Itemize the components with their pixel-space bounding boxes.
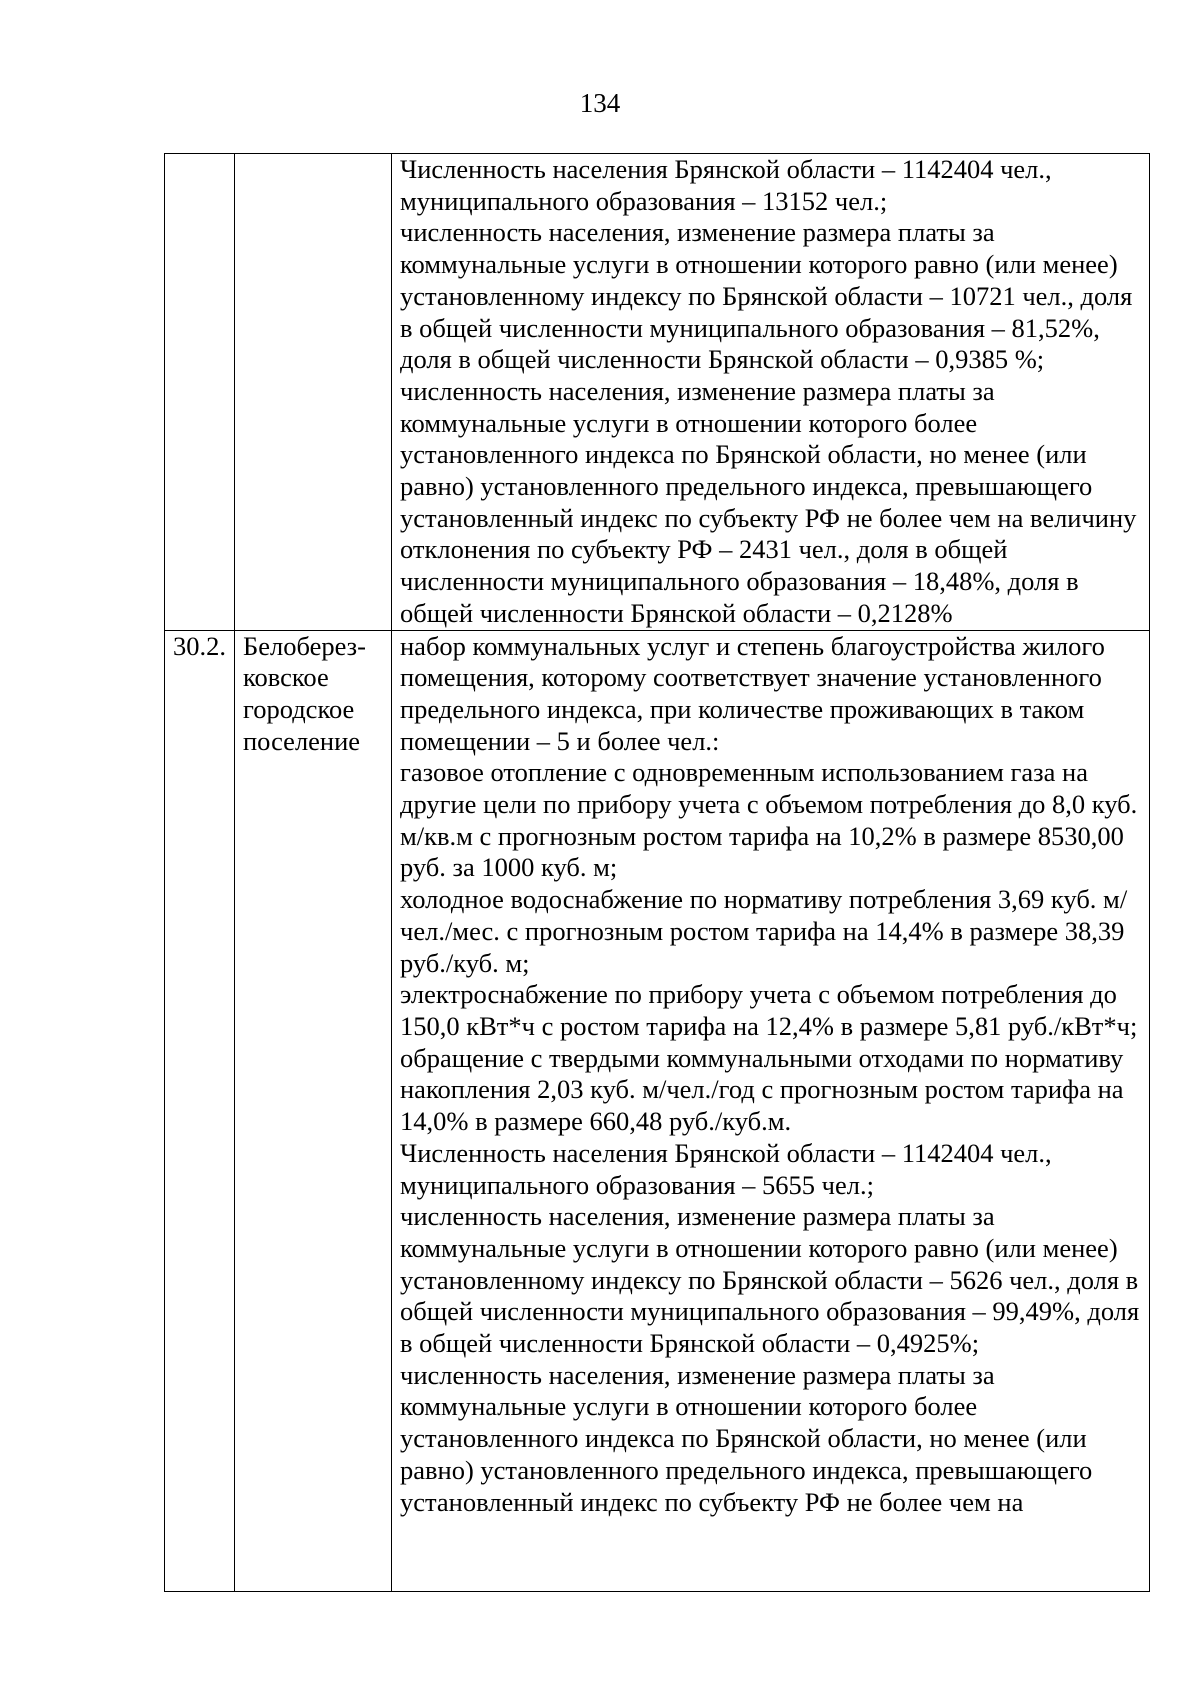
municipal-data-table [164, 153, 1150, 1592]
description-paragraph: Численность населения Брянской области – 1142404 чел., муниципального образования – 13152 чел.; [400, 154, 1052, 216]
description-paragraph: численность населения, изменение размера платы за коммунальные услуги в отношении которого более установленного индекса по Брянской области, но менее (или равно) установленного предельного индекса, превышающего установленный индекс по субъекту РФ не более чем на величину отклонения по субъекту РФ – 2431 чел., доля в общей численности муниципального образования – 18,48%, доля в общей численности Брянской области – 0,2128% [400, 375, 1137, 628]
description-paragraph: численность населения, изменение размера платы за коммунальные услуги в отношении которого более установленного индекса по Брянской области, но менее (или равно) установленного предельного индекса, превышающего установленный индекс по субъекту РФ не более чем на [400, 1359, 1093, 1517]
table-row [165, 154, 1150, 631]
page-number: 134 [579, 88, 621, 118]
description-paragraph: Численность населения Брянской области – 1142404 чел., муниципального образования – 5655 чел.; [400, 1137, 1052, 1200]
municipality-name-line: городское [243, 693, 355, 724]
description-paragraph: электроснабжение по прибору учета с объемом потребления до 150,0 кВт*ч с ростом тарифа на 12,4% в размере 5,81 руб./кВт*ч; [400, 979, 1138, 1041]
description-paragraph: обращение с твердыми коммунальными отходами по нормативу накопления 2,03 куб. м/чел./год с прогнозным ростом тарифа на 14,0% в размере 660,48 руб./куб.м. [400, 1042, 1124, 1137]
municipality-name-line: поселение [243, 725, 361, 756]
description-cell [392, 630, 1150, 1591]
description-paragraph: численность населения, изменение размера платы за коммунальные услуги в отношении которого равно (или менее) установленному индексу по Брянской области – 10721 чел., доля в общей численности муниципального образования – 81,52%, доля в общей численности Брянской области – 0,9385 %; [400, 217, 1133, 375]
municipality-name-line: Белоберез- [243, 630, 366, 661]
municipality-name-line: ковское [243, 662, 329, 693]
row-number-cell [165, 154, 235, 631]
description-paragraph: холодное водоснабжение по нормативу потребления 3,69 куб. м/чел./мес. с прогнозным ростом тарифа на 14,4% в размере 38,39 руб./куб. м; [400, 884, 1128, 978]
row-number-cell: 30.2. [165, 630, 235, 1591]
municipality-name-cell [235, 630, 392, 1591]
description-paragraph: газовое отопление с одновременным использованием газа на другие цели по прибору учета с объемом потребления до 8,0 куб. м/кв.м с прогнозным ростом тарифа на 10,2% в размере 8530,00 руб. за 1000 куб. м; [400, 757, 1138, 883]
municipality-name-cell [235, 154, 392, 631]
table-row [165, 630, 1150, 1591]
description-paragraph: численность населения, изменение размера платы за коммунальные услуги в отношении которого равно (или менее) установленному индексу по Брянской области – 5626 чел., доля в общей численности муниципального образования – 99,49%, доля в общей численности Брянской области – 0,4925%; [400, 1201, 1140, 1359]
description-paragraph: набор коммунальных услуг и степень благоустройства жилого помещения, которому соответствует значение установленного предельного индекса, при количестве проживающих в таком помещении – 5 и более чел.: [400, 630, 1105, 756]
description-cell [392, 154, 1150, 631]
